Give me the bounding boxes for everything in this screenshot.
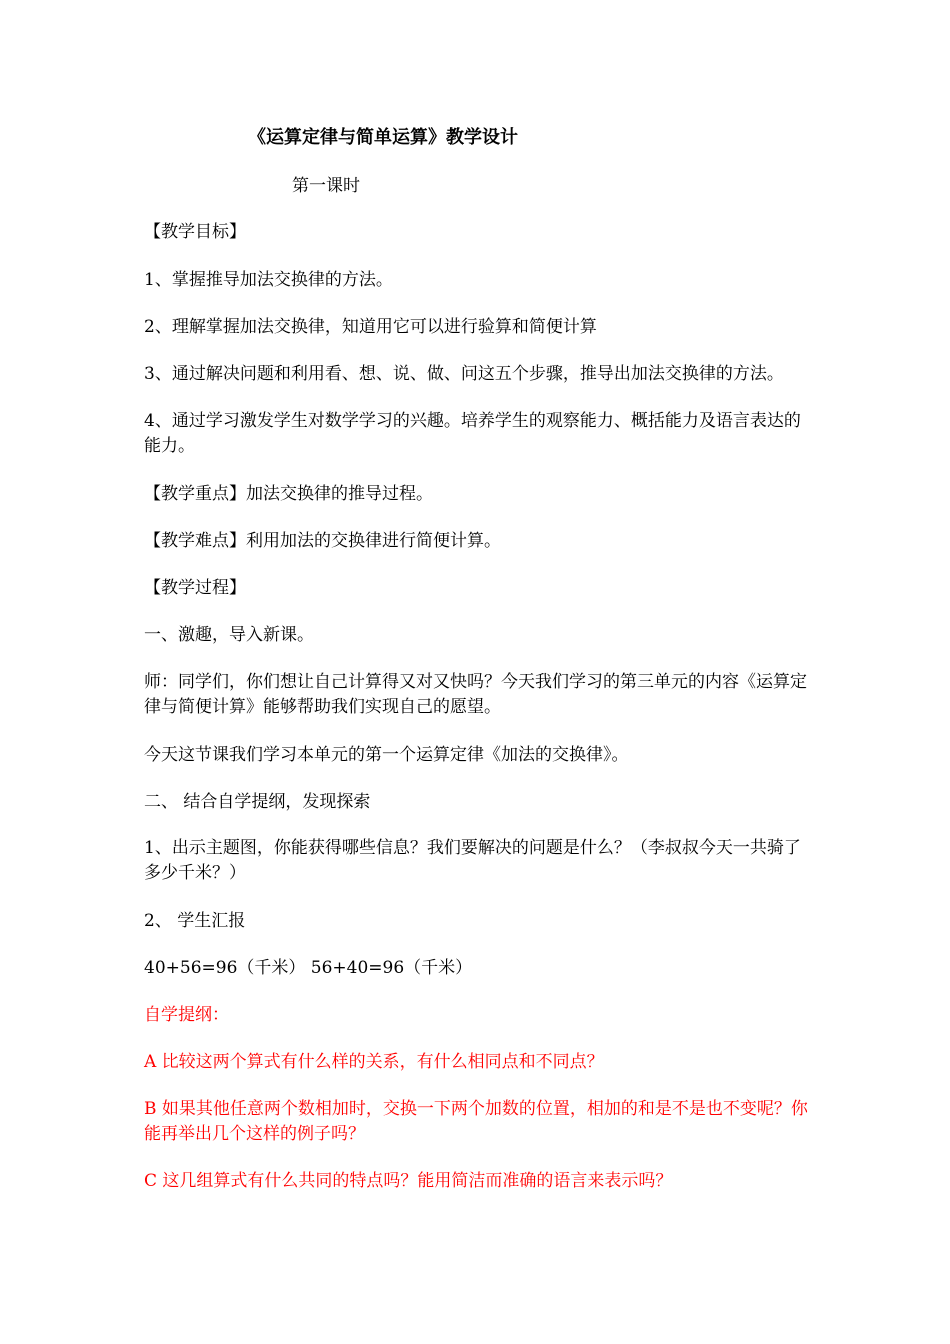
step-one-paragraph: 1、出示主题图，你能获得哪些信息？我们要解决的问题是什么？（李叔叔今天一共骑了多少千米？） [144,838,801,883]
heading-teaching-process: 【教学过程】 [144,578,246,598]
equation-line: 40+56=96（千米） 56+40=96（千米） [144,958,473,978]
self-study-outline-heading: 自学提纲： [144,1005,229,1025]
teacher-intro-paragraph: 师：同学们，你们想让自己计算得又对又快吗？今天我们学习的第三单元的内容《运算定律与简便计算》能够帮助我们实现自己的愿望。 [144,672,807,717]
outline-item-c: C 这几组算式有什么共同的特点吗？能用简洁而准确的语言来表示吗？ [144,1171,673,1191]
goal-item-3: 3、通过解决问题和利用看、想、说、做、问这五个步骤，推导出加法交换律的方法。 [144,364,784,384]
teaching-difficulty: 【教学难点】利用加法的交换律进行简便计算。 [144,531,501,551]
goal-item-1: 1、掌握推导加法交换律的方法。 [144,270,393,290]
teaching-key-point: 【教学重点】加法交换律的推导过程。 [144,484,433,504]
document-title: 《运算定律与简单运算》教学设计 [248,127,518,148]
lesson-subtitle: 第一课时 [292,176,360,196]
goal-item-2: 2、理解掌握加法交换律，知道用它可以进行验算和简便计算 [144,317,597,337]
section-two-heading: 二、 结合自学提纲，发现探索 [144,792,371,812]
goal-item-4: 4、通过学习激发学生对数学学习的兴趣。培养学生的观察能力、概括能力及语言表达的能力。 [144,411,801,456]
heading-teaching-goals: 【教学目标】 [144,222,246,242]
lesson-topic-paragraph: 今天这节课我们学习本单元的第一个运算定律《加法的交换律》。 [144,745,629,765]
step-two-paragraph: 2、 学生汇报 [144,911,246,931]
outline-item-a: A 比较这两个算式有什么样的关系，有什么相同点和不同点？ [144,1052,604,1072]
outline-item-b: B 如果其他任意两个数相加时，交换一下两个加数的位置，相加的和是不是也不变呢？你能再举出几个这样的例子吗？ [144,1099,808,1144]
section-one-heading: 一、激趣，导入新课。 [144,625,314,645]
